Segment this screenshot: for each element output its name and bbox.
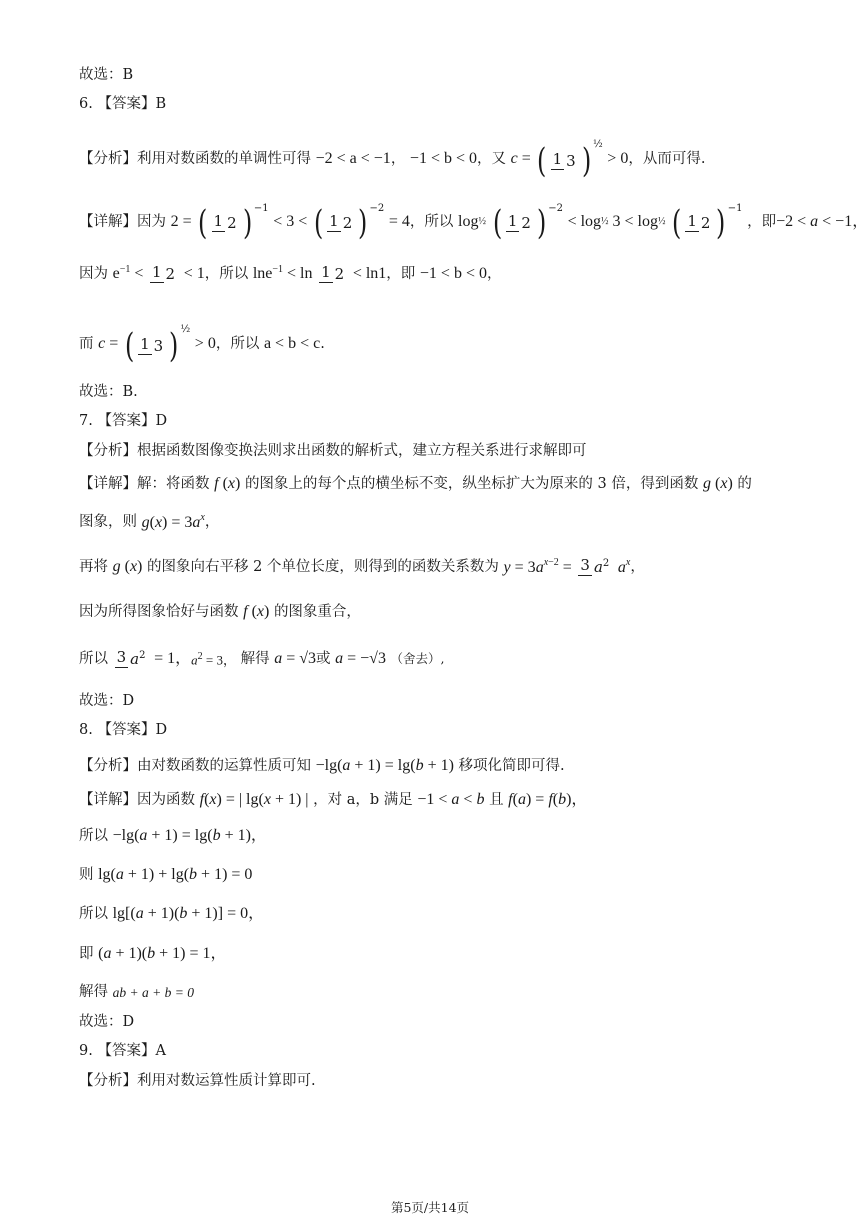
q5-conclusion: 故选：B <box>79 67 134 83</box>
q7-answer: 7. 【答案】D <box>79 413 168 429</box>
q7-detail-line3: 再将 g (x) 的图象向右平移 2 个单位长度，则得到的函数关系数为 $y = 3a^{x-2} = 3$ $a^2$ $a^x$， <box>79 556 645 577</box>
q7-detail: 【详解】解：将函数 f (x) 的图象上的每个点的横坐标不变，纵坐标扩大为原来的 3 倍，得到函数 g (x) 的 <box>79 475 752 492</box>
q7-detail-line4: 因为所得图象恰好与函数 f (x) 的图象重合， <box>79 603 361 620</box>
q9-analysis: 【分析】利用对数运算性质计算即可. <box>79 1073 316 1089</box>
q6-range-b: −1 < b < 0 <box>409 150 477 167</box>
q6-conclusion: 故选：B. <box>79 384 138 400</box>
q8-detail-line3: 则 lg(a + 1) + lg(b + 1) = 0 <box>79 866 253 883</box>
q6-answer: 6. 【答案】B <box>79 96 167 112</box>
q6-detail-line3: 而 c = ( 1 3 ) $^{\frac{1}{2}}$ > 0，所以 a < b < c. <box>79 324 325 366</box>
q6-range-a: −2 < a < −1 <box>315 150 391 167</box>
q8-answer: 8. 【答案】D <box>79 722 168 738</box>
q7-analysis: 【分析】根据函数图像变换法则求出函数的解析式，建立方程关系进行求解即可 <box>79 443 587 459</box>
q8-detail-line2: 所以 −lg(a + 1) = lg(b + 1)， <box>79 827 267 844</box>
q7-detail-line5: 所以 3 $a^2 = 1$，$a^2 = 3$， 解得 a = √3或 a = −√3 （舍去）, <box>79 648 445 668</box>
page-footer: 第5页/共14页 <box>390 1200 470 1215</box>
q8-detail-line4: 所以 lg[(a + 1)(b + 1)] = 0， <box>79 905 265 922</box>
q6-detail-line2: 因为 $e^{-1} < 1$ 2 < 1，所以 lne$^{-1}$ < ln 1 2 < ln1，即 −1 < b < 0， <box>79 263 502 283</box>
q7-conclusion: 故选：D <box>79 693 135 709</box>
q8-detail-line6: 解得 ab + a + b = 0 <box>79 984 194 1000</box>
q6-detail: 【详解】因为 2 = ( 1 2 ) $^{-1}$ < 3 < ( 1 2 ) $^{-2}$ = 4，所以 log½ ( 1 2 ) $^{-2}$ < log½ 3 < log½ ( 1 2 ) $^{-1}$ ，即−2 < a < −1， <box>79 203 868 243</box>
q6-analysis: 【分析】利用对数函数的单调性可得 −2 < a < −1， −1 < b < 0，又 c = ( 1 3 ) $^{\frac{1}{2}}$ > 0，从而可得. <box>79 139 706 181</box>
q7-detail-line2: 图象，则 $g(x) = 3a^x$， <box>79 512 220 531</box>
q8-detail-line5: 即 (a + 1)(b + 1) = 1， <box>79 945 227 962</box>
q8-detail: 【详解】因为函数 f(x) = | lg(x + 1) | ，对 a，b 满足 −1 < a < b 且 f(a) = f(b)， <box>79 791 588 808</box>
q9-answer: 9. 【答案】A <box>79 1043 166 1059</box>
q8-analysis: 【分析】由对数函数的运算性质可知 −lg(a + 1) = lg(b + 1) 移项化简即可得. <box>79 757 565 774</box>
q8-conclusion: 故选：D <box>79 1014 135 1030</box>
